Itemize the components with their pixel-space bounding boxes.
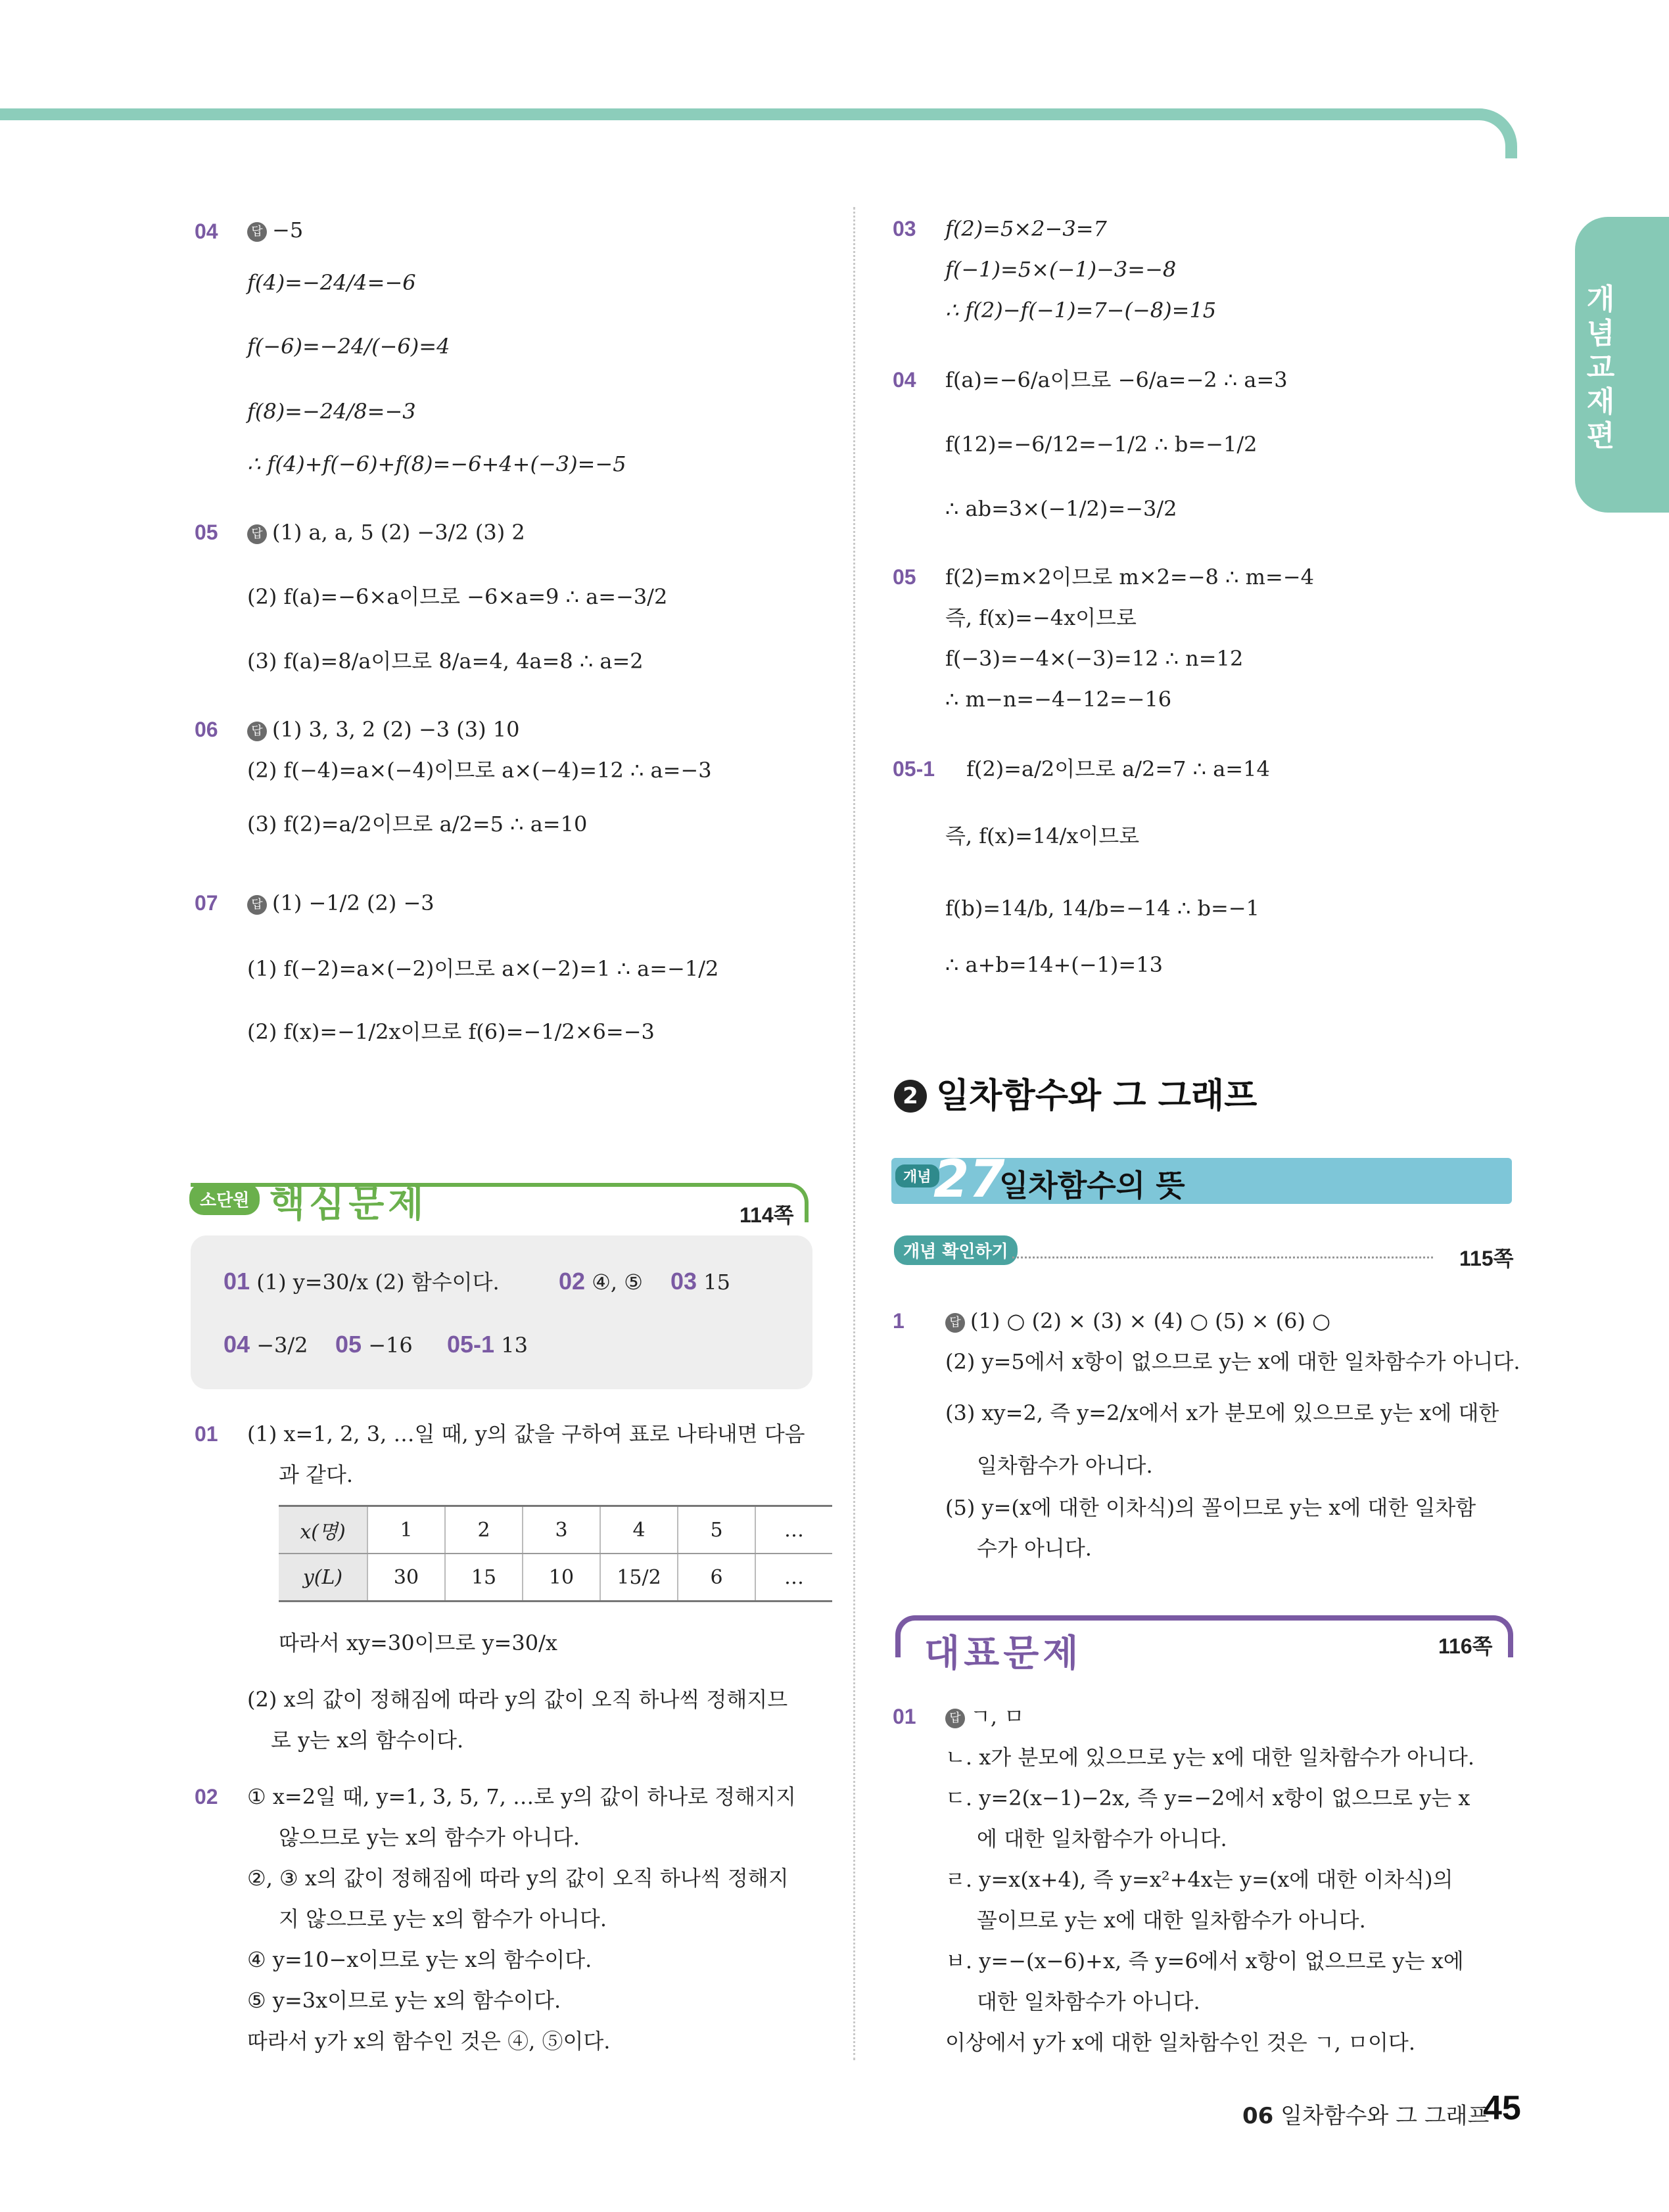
solution-line: ㄹ. y=x(x+4), 즉 y=x²+4x는 y=(x에 대한 이차식)의	[945, 1867, 1453, 1892]
table-cell: 10	[523, 1554, 600, 1601]
core-answer: 05-1 13	[447, 1331, 528, 1358]
table-cell: y(L)	[279, 1554, 367, 1601]
solution-line: 꼴이므로 y는 x에 대한 일차함수가 아니다.	[977, 1908, 1366, 1933]
solution-line: (3) f(2)=a/2이므로 a/2=5 ∴ a=10	[247, 812, 588, 837]
solution-line: ∴ ab=3×(−1/2)=−3/2	[945, 496, 1177, 521]
answer-line: 답 (1) a, a, 5 (2) −3/2 (3) 2	[247, 518, 525, 547]
question-number: 07	[195, 891, 218, 915]
solution-line: 따라서 y가 x의 함수인 것은 ④, ⑤이다.	[247, 2029, 611, 2054]
core-answer: 01 (1) y=30/x (2) 함수이다.	[223, 1268, 500, 1295]
solution-line: ㅂ. y=−(x−6)+x, 즉 y=6에서 x항이 없으므로 y는 x에	[945, 1948, 1464, 1973]
section-badge: 2	[894, 1080, 927, 1113]
data-table	[279, 1505, 832, 1602]
solution-line: f(12)=−6/12=−1/2 ∴ b=−1/2	[945, 432, 1258, 457]
table-cell: 15	[445, 1554, 523, 1601]
solution-line: ∴ f(4)+f(−6)+f(8)=−6+4+(−3)=−5	[247, 451, 626, 476]
table-cell: 15/2	[600, 1554, 678, 1601]
solution-line: f(−6)=−24/(−6)=4	[247, 334, 450, 359]
footer-chapter: 06 일차함수와 그 그래프	[1242, 2103, 1490, 2129]
top-header-bar	[0, 108, 1492, 120]
solution-line: (2) x의 값이 정해짐에 따라 y의 값이 오직 하나씩 정해지므	[247, 1687, 788, 1712]
core-pill: 소단원	[189, 1183, 260, 1215]
question-number: 06	[195, 718, 218, 741]
answer-line: 답 −5	[247, 216, 303, 244]
question-number: 05-1	[893, 757, 935, 781]
core-answer: 03 15	[670, 1268, 730, 1295]
table-cell: …	[755, 1554, 832, 1601]
answer-icon: 답	[945, 1709, 965, 1728]
core-answer: 04 −3/2	[223, 1331, 308, 1358]
core-answer: 05 −16	[335, 1331, 413, 1358]
answer-icon: 답	[247, 524, 267, 544]
solution-line: ① x=2일 때, y=1, 3, 5, 7, …로 y의 값이 하나로 정해지지	[247, 1784, 796, 1809]
table-cell: 30	[367, 1554, 445, 1601]
table-cell: 1	[367, 1506, 445, 1554]
solution-line: (1) f(−2)=a×(−2)이므로 a×(−2)=1 ∴ a=−1/2	[247, 956, 719, 981]
question-number: 02	[195, 1785, 218, 1809]
answer-line: 답 (1) −1/2 (2) −3	[247, 888, 435, 917]
solution-line: 일차함수가 아니다.	[977, 1453, 1153, 1478]
solution-line: 즉, f(x)=14/x이므로	[945, 823, 1140, 848]
table-cell: 4	[600, 1506, 678, 1554]
table-cell: x(명)	[279, 1506, 367, 1554]
answer-icon: 답	[945, 1313, 965, 1333]
concept-label: 개념	[895, 1164, 939, 1187]
check-pill: 개념 확인하기	[894, 1235, 1018, 1265]
solution-line: 에 대한 일차함수가 아니다.	[977, 1826, 1227, 1851]
core-summary-box	[191, 1235, 812, 1389]
solution-line: f(2)=5×2−3=7	[945, 216, 1107, 241]
solution-line: 않으므로 y는 x의 함수가 아니다.	[279, 1825, 580, 1850]
solution-line: (3) f(a)=8/a이므로 8/a=4, 4a=8 ∴ a=2	[247, 649, 644, 674]
table-row	[279, 1506, 832, 1554]
side-tab-label: 개념교재편	[1586, 283, 1615, 453]
solution-line: ㄴ. x가 분모에 있으므로 y는 x에 대한 일차함수가 아니다.	[945, 1745, 1475, 1770]
solution-line: ∴ m−n=−4−12=−16	[945, 687, 1172, 712]
question-number: 01	[893, 1705, 916, 1728]
solution-line: f(−3)=−4×(−3)=12 ∴ n=12	[945, 646, 1244, 671]
table-cell: 3	[523, 1506, 600, 1554]
dotted-leader	[1012, 1256, 1433, 1258]
answer-icon: 답	[247, 222, 267, 242]
answer-line: 답 (1) 3, 3, 2 (2) −3 (3) 10	[247, 715, 520, 744]
solution-line: f(a)=−6/a이므로 −6/a=−2 ∴ a=3	[945, 367, 1288, 392]
page-number: 45	[1483, 2089, 1521, 2127]
question-number: 04	[195, 219, 218, 243]
table-cell: 2	[445, 1506, 523, 1554]
answer-line: 답 ㄱ, ㅁ	[945, 1702, 1024, 1731]
solution-line: ②, ③ x의 값이 정해짐에 따라 y의 값이 오직 하나씩 정해지	[247, 1866, 789, 1891]
question-number: 04	[893, 368, 916, 392]
answer-line: 답 (1) ○ (2) × (3) × (4) ○ (5) × (6) ○	[945, 1306, 1330, 1335]
core-title: 핵심문제	[270, 1183, 428, 1226]
question-number: 05	[893, 565, 916, 589]
table-cell: 6	[678, 1554, 755, 1601]
solution-line: f(2)=a/2이므로 a/2=7 ∴ a=14	[966, 756, 1270, 781]
solution-line: 수가 아니다.	[977, 1536, 1092, 1561]
solution-line: 대한 일차함수가 아니다.	[977, 1989, 1200, 2014]
check-page-ref: 115쪽	[1459, 1247, 1514, 1270]
table-row	[279, 1554, 832, 1601]
question-number: 03	[893, 217, 916, 241]
solution-line: f(−1)=5×(−1)−3=−8	[945, 257, 1177, 282]
table-cell: …	[755, 1506, 832, 1554]
column-divider	[853, 207, 855, 2060]
section-title: 2 일차함수와 그 그래프	[894, 1068, 1257, 1117]
solution-line: ∴ a+b=14+(−1)=13	[945, 952, 1163, 977]
solution-line: f(2)=m×2이므로 m×2=−8 ∴ m=−4	[945, 565, 1314, 589]
solution-line: 로 y는 x의 함수이다.	[271, 1728, 464, 1753]
table-cell: 5	[678, 1506, 755, 1554]
core-page-ref: 114쪽	[740, 1203, 794, 1227]
solution-line: 즉, f(x)=−4x이므로	[945, 605, 1137, 630]
concept-number: 27	[933, 1150, 1005, 1209]
solution-line: f(4)=−24/4=−6	[247, 270, 416, 295]
rep-page-ref: 116쪽	[1438, 1634, 1493, 1658]
solution-line: (2) f(−4)=a×(−4)이므로 a×(−4)=12 ∴ a=−3	[247, 758, 712, 783]
solution-line: ⑤ y=3x이므로 y는 x의 함수이다.	[247, 1988, 561, 2013]
question-number: 1	[893, 1309, 905, 1333]
solution-line: f(8)=−24/8=−3	[247, 399, 416, 424]
solution-line: ㄷ. y=2(x−1)−2x, 즉 y=−2에서 x항이 없으므로 y는 x	[945, 1786, 1470, 1810]
answer-icon: 답	[247, 722, 267, 741]
solution-line: ∴ f(2)−f(−1)=7−(−8)=15	[945, 298, 1217, 323]
solution-line: f(b)=14/b, 14/b=−14 ∴ b=−1	[945, 896, 1259, 921]
solution-line: (5) y=(x에 대한 이차식)의 꼴이므로 y는 x에 대한 일차함	[945, 1495, 1476, 1520]
solution-line: 이상에서 y가 x에 대한 일차함수인 것은 ㄱ, ㅁ이다.	[945, 2030, 1416, 2055]
solution-line: (1) x=1, 2, 3, …일 때, y의 값을 구하여 표로 나타내면 다음	[247, 1421, 805, 1446]
solution-line: ④ y=10−x이므로 y는 x의 함수이다.	[247, 1947, 592, 1972]
core-answer: 02 ④, ⑤	[559, 1268, 643, 1295]
solution-line: 따라서 xy=30이므로 y=30/x	[279, 1630, 557, 1655]
solution-line: 지 않으므로 y는 x의 함수가 아니다.	[279, 1906, 607, 1931]
solution-line: (2) f(x)=−1/2x이므로 f(6)=−1/2×6=−3	[247, 1019, 655, 1044]
question-number: 01	[195, 1422, 218, 1446]
top-header-bar-corner	[1479, 108, 1517, 158]
rep-title: 대표문제	[918, 1624, 1089, 1677]
solution-line: (2) y=5에서 x항이 없으므로 y는 x에 대한 일차함수가 아니다.	[945, 1349, 1520, 1374]
solution-line: (3) xy=2, 즉 y=2/x에서 x가 분모에 있으므로 y는 x에 대한	[945, 1400, 1499, 1425]
solution-line: (2) f(a)=−6×a이므로 −6×a=9 ∴ a=−3/2	[247, 584, 668, 609]
answer-icon: 답	[247, 895, 267, 915]
question-number: 05	[195, 520, 218, 544]
concept-title: 일차함수의 뜻	[999, 1168, 1185, 1203]
solution-line: 과 같다.	[279, 1462, 354, 1487]
